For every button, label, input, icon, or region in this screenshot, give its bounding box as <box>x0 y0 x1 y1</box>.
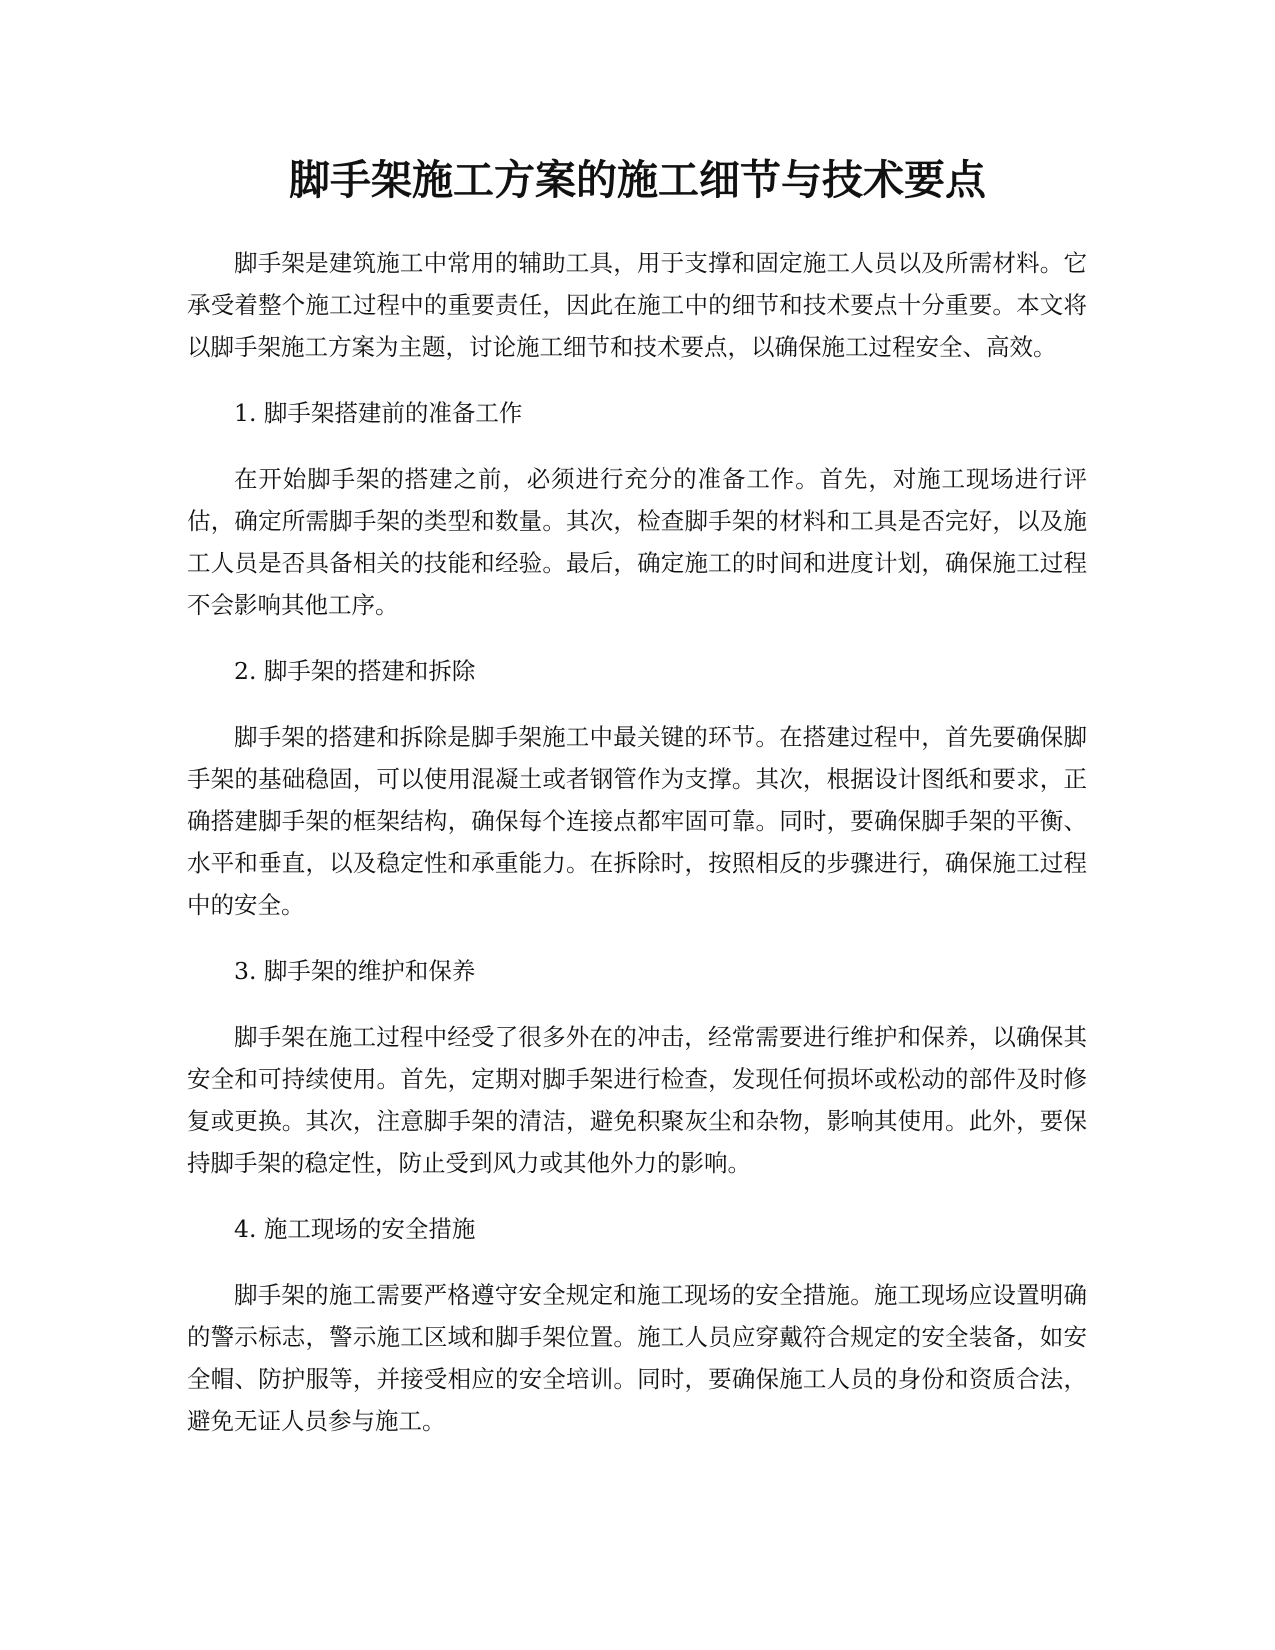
section-paragraph-1: 在开始脚手架的搭建之前，必须进行充分的准备工作。首先，对施工现场进行评估，确定所需脚手架的类型和数量。其次，检查脚手架的材料和工具是否完好，以及施工人员是否具备相关的技能和经验。最后，确定施工的时间和进度计划，确保施工过程不会影响其他工序。 <box>187 465 1087 619</box>
section-paragraph-4: 脚手架的施工需要严格遵守安全规定和施工现场的安全措施。施工现场应设置明确的警示标志，警示施工区域和脚手架位置。施工人员应穿戴符合规定的安全装备，如安全帽、防护服等，并接受相应的安全培训。同时，要确保施工人员的身份和资质合法，避免无证人员参与施工。 <box>187 1281 1087 1435</box>
section-heading-1: 1. 脚手架搭建前的准备工作 <box>234 399 523 427</box>
section-heading-4: 4. 施工现场的安全措施 <box>234 1215 476 1243</box>
document-body <box>187 242 1087 1466</box>
section-paragraph-2: 脚手架的搭建和拆除是脚手架施工中最关键的环节。在搭建过程中，首先要确保脚手架的基础稳固，可以使用混凝土或者钢管作为支撑。其次，根据设计图纸和要求，正确搭建脚手架的框架结构，确保每个连接点都牢固可靠。同时，要确保脚手架的平衡、水平和垂直，以及稳定性和承重能力。在拆除时，按照相反的步骤进行，确保施工过程中的安全。 <box>187 723 1087 919</box>
section-heading-2: 2. 脚手架的搭建和拆除 <box>234 657 476 685</box>
section-paragraph-3: 脚手架在施工过程中经受了很多外在的冲击，经常需要进行维护和保养，以确保其安全和可持续使用。首先，定期对脚手架进行检查，发现任何损坏或松动的部件及时修复或更换。其次，注意脚手架的清洁，避免积聚灰尘和杂物，影响其使用。此外，要保持脚手架的稳定性，防止受到风力或其他外力的影响。 <box>187 1023 1087 1177</box>
section-heading-3: 3. 脚手架的维护和保养 <box>234 957 476 985</box>
intro-paragraph: 脚手架是建筑施工中常用的辅助工具，用于支撑和固定施工人员以及所需材料。它承受着整个施工过程中的重要责任，因此在施工中的细节和技术要点十分重要。本文将以脚手架施工方案为主题，讨论施工细节和技术要点，以确保施工过程安全、高效。 <box>187 249 1087 361</box>
document-title: 脚手架施工方案的施工细节与技术要点 <box>289 156 986 204</box>
